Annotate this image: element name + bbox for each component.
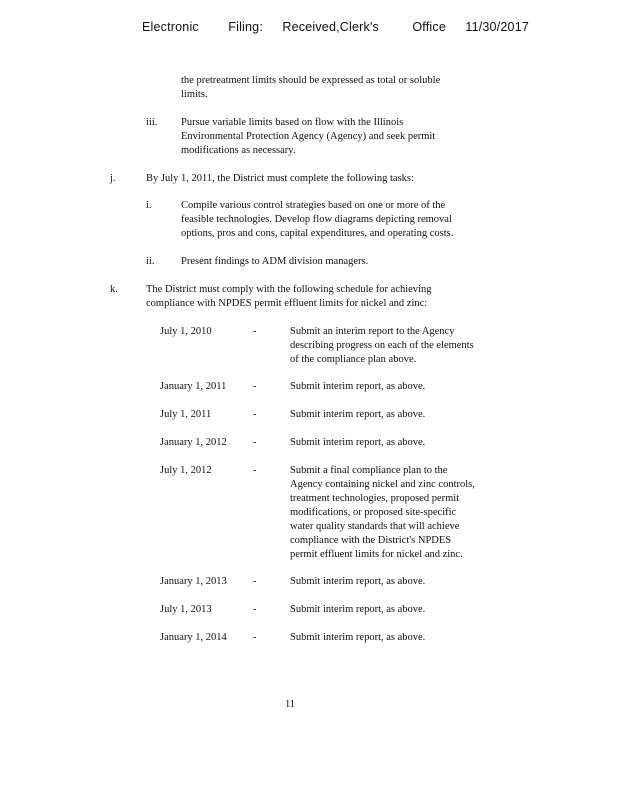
schedule-line: water quality standards that will achieve bbox=[290, 521, 460, 532]
header-electronic: Electronic bbox=[142, 20, 199, 34]
schedule-line: Submit an interim report to the Agency bbox=[290, 326, 455, 337]
schedule-dash: - bbox=[253, 409, 257, 420]
schedule-description bbox=[290, 380, 500, 394]
schedule-date: January 1, 2012 bbox=[160, 437, 227, 448]
schedule-description bbox=[290, 575, 500, 589]
header-date: 11/30/2017 bbox=[465, 20, 529, 34]
schedule-date: July 1, 2010 bbox=[160, 326, 212, 337]
schedule-description bbox=[290, 603, 500, 617]
schedule-date: January 1, 2013 bbox=[160, 576, 227, 587]
schedule-line: Submit interim report, as above. bbox=[290, 409, 426, 420]
item-iii-line-1: Pursue variable limits based on flow with the Illinois bbox=[181, 117, 404, 128]
item-j-marker: j. bbox=[110, 173, 116, 184]
schedule-dash: - bbox=[253, 465, 257, 476]
schedule-date: July 1, 2011 bbox=[160, 409, 212, 420]
item-iii-line-2: Environmental Protection Agency (Agency) and seek permit bbox=[181, 131, 436, 142]
item-j-i-line-3: options, pros and cons, capital expenditures, and operating costs. bbox=[181, 228, 454, 239]
item-iii-marker: iii. bbox=[146, 117, 158, 128]
schedule-dash: - bbox=[253, 632, 257, 643]
item-j-ii-text: Present findings to ADM division managers. bbox=[181, 256, 369, 267]
schedule-description bbox=[290, 631, 500, 645]
header-received: Received,Clerk's bbox=[282, 20, 379, 34]
schedule-line: treatment technologies, proposed permit bbox=[290, 493, 460, 504]
item-j-ii-marker: ii. bbox=[146, 256, 155, 267]
schedule-line: Submit interim report, as above. bbox=[290, 576, 426, 587]
schedule-line: Submit interim report, as above. bbox=[290, 381, 426, 392]
item-j-i-paragraph bbox=[181, 199, 501, 241]
continued-line-1: the pretreatment limits should be expressed as total or soluble bbox=[181, 75, 441, 86]
schedule-line: Agency containing nickel and zinc controls, bbox=[290, 479, 475, 490]
schedule-dash: - bbox=[253, 381, 257, 392]
schedule-line: Submit interim report, as above. bbox=[290, 604, 426, 615]
schedule-dash: - bbox=[253, 437, 257, 448]
schedule-description bbox=[290, 325, 500, 367]
item-j-text: By July 1, 2011, the District must complete the following tasks: bbox=[146, 173, 414, 184]
item-k-line-1: The District must comply with the following schedule for achieving bbox=[146, 284, 432, 295]
schedule-date: January 1, 2014 bbox=[160, 632, 227, 643]
header-filing: Filing: bbox=[228, 20, 264, 34]
schedule-description bbox=[290, 464, 500, 562]
item-k-line-2: compliance with NPDES permit effluent limits for nickel and zinc: bbox=[146, 298, 428, 309]
item-j-i-marker: i. bbox=[146, 200, 152, 211]
item-k-paragraph bbox=[146, 283, 486, 311]
schedule-dash: - bbox=[253, 576, 257, 587]
schedule-date: July 1, 2013 bbox=[160, 604, 212, 615]
header-office: Office bbox=[412, 20, 446, 34]
schedule-line: Submit interim report, as above. bbox=[290, 437, 426, 448]
item-iii-line-3: modifications as necessary. bbox=[181, 145, 296, 156]
page-number: 11 bbox=[284, 699, 296, 710]
schedule-date: January 1, 2011 bbox=[160, 381, 227, 392]
schedule-description bbox=[290, 408, 500, 422]
schedule-line: compliance with the District's NPDES bbox=[290, 535, 452, 546]
schedule-line: Submit a final compliance plan to the bbox=[290, 465, 448, 476]
item-j-i-line-1: Compile various control strategies based on one or more of the bbox=[181, 200, 446, 211]
schedule-date: July 1, 2012 bbox=[160, 465, 212, 476]
schedule-line: Submit interim report, as above. bbox=[290, 632, 426, 643]
continued-line-2: limits. bbox=[181, 89, 208, 100]
item-k-marker: k. bbox=[110, 284, 118, 295]
filing-header bbox=[142, 20, 529, 34]
schedule-dash: - bbox=[253, 326, 257, 337]
continued-paragraph bbox=[181, 74, 481, 102]
item-j-i-line-2: feasible technologies. Develop flow diagrams depicting removal bbox=[181, 214, 452, 225]
schedule-line: modifications, or proposed site-specific bbox=[290, 507, 457, 518]
schedule-description bbox=[290, 436, 500, 450]
schedule-line: of the compliance plan above. bbox=[290, 354, 417, 365]
schedule-line: permit effluent limits for nickel and zinc. bbox=[290, 549, 463, 560]
item-iii-paragraph bbox=[181, 116, 481, 158]
schedule-dash: - bbox=[253, 604, 257, 615]
schedule-line: describing progress on each of the elements bbox=[290, 340, 474, 351]
